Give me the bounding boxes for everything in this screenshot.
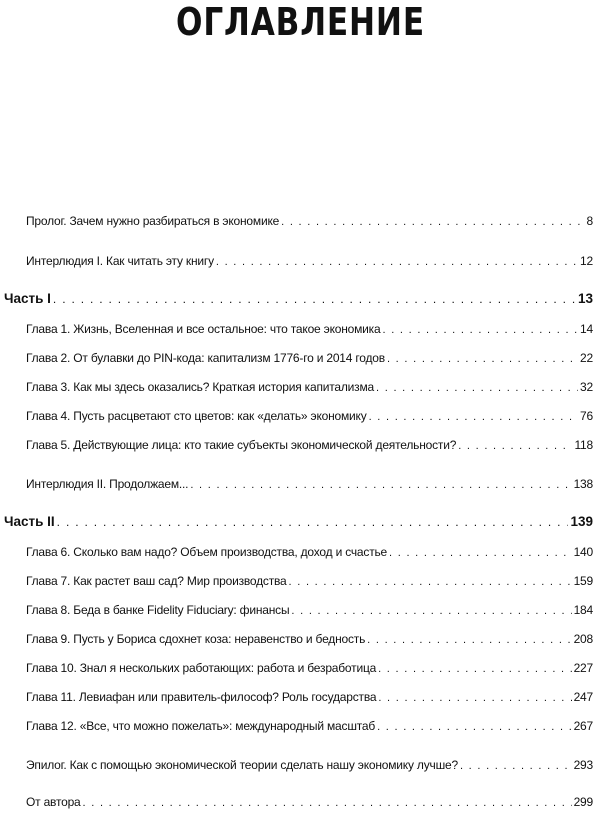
toc-entry-chapter-3[interactable] xyxy=(26,380,593,394)
dot-leader xyxy=(389,547,572,559)
toc-page-number: 138 xyxy=(573,477,593,491)
toc-part-2[interactable] xyxy=(4,514,593,529)
dot-leader xyxy=(376,382,578,394)
toc-page-number: 247 xyxy=(573,690,593,704)
toc-entry-chapter-4[interactable] xyxy=(26,409,593,423)
dot-leader xyxy=(190,479,571,491)
toc-page-number: 140 xyxy=(573,545,593,559)
dot-leader xyxy=(369,411,578,423)
toc-part-label: Часть I xyxy=(4,291,51,306)
toc-entry-chapter-9[interactable] xyxy=(26,632,593,646)
toc-entry-label: Глава 4. Пусть расцветают сто цветов: как «делать» экономику xyxy=(26,409,367,423)
dot-leader xyxy=(57,515,569,529)
toc-page-number: 118 xyxy=(574,438,593,452)
toc-page-number: 32 xyxy=(580,380,593,394)
toc-page-number: 227 xyxy=(573,661,593,675)
toc-entry-label: Пролог. Зачем нужно разбираться в экономике xyxy=(26,214,280,228)
toc-page-number: 22 xyxy=(580,351,593,365)
dot-leader xyxy=(382,324,578,336)
toc-page-number: 8 xyxy=(586,214,593,228)
dot-leader xyxy=(289,576,572,588)
toc-entry-chapter-7[interactable] xyxy=(26,574,593,588)
toc-entry-chapter-12[interactable] xyxy=(26,719,593,733)
toc-entry-label: Глава 3. Как мы здесь оказались? Краткая история капитализма xyxy=(26,380,375,394)
dot-leader xyxy=(291,605,571,617)
dot-leader xyxy=(377,721,572,733)
toc-entry-chapter-1[interactable] xyxy=(26,322,593,336)
toc-entry-label: Интерлюдия II. Продолжаем... xyxy=(26,477,189,491)
dot-leader xyxy=(378,663,571,675)
toc-entry-label: Глава 8. Беда в банке Fidelity Fiduciary: финансы xyxy=(26,603,290,617)
toc-entry-label: Глава 10. Знал я нескольких работающих: работа и безработица xyxy=(26,661,377,675)
toc-entry-label: Эпилог. Как с помощью экономической теории сделать нашу экономику лучше? xyxy=(26,758,458,772)
toc-entry-label: Глава 9. Пусть у Бориса сдохнет коза: неравенство и бедность xyxy=(26,632,366,646)
toc-entry-interlude-2[interactable] xyxy=(26,477,593,491)
dot-leader xyxy=(281,216,584,228)
toc-page-number: 208 xyxy=(573,632,593,646)
dot-leader xyxy=(367,634,571,646)
toc-part-1[interactable] xyxy=(4,291,593,306)
toc-page-number: 184 xyxy=(573,603,593,617)
toc-page-number: 267 xyxy=(573,719,593,733)
dot-leader xyxy=(378,692,571,704)
toc-entry-label: Глава 11. Левиафан или правитель-философ? Роль государства xyxy=(26,690,377,704)
toc-entry-epilogue[interactable] xyxy=(26,758,593,772)
page-title: ОГЛАВЛЕНИЕ xyxy=(176,0,425,44)
dot-leader xyxy=(460,760,572,772)
toc-entry-label: Глава 12. «Все, что можно пожелать»: международный масштаб xyxy=(26,719,376,733)
toc-entry-label: От автора xyxy=(26,795,81,809)
toc-entry-label: Глава 5. Действующие лица: кто такие субъекты экономической деятельности? xyxy=(26,438,457,452)
toc-entry-prologue[interactable] xyxy=(26,214,593,228)
toc-page-number: 76 xyxy=(580,409,593,423)
toc-part-label: Часть II xyxy=(4,514,55,529)
toc-entry-chapter-2[interactable] xyxy=(26,351,593,365)
toc-entry-label: Глава 1. Жизнь, Вселенная и все остальное: что такое экономика xyxy=(26,322,381,336)
dot-leader xyxy=(216,256,578,268)
toc-entry-chapter-11[interactable] xyxy=(26,690,593,704)
toc-entry-interlude-1[interactable] xyxy=(26,254,593,268)
toc-entry-chapter-6[interactable] xyxy=(26,545,593,559)
toc-page-number: 299 xyxy=(573,795,593,809)
dot-leader xyxy=(53,292,576,306)
dot-leader xyxy=(458,440,572,452)
toc-entry-label: Интерлюдия I. Как читать эту книгу xyxy=(26,254,214,268)
dot-leader xyxy=(83,797,572,809)
toc-entry-chapter-10[interactable] xyxy=(26,661,593,675)
dot-leader xyxy=(387,353,578,365)
toc-entry-from-author[interactable] xyxy=(26,795,593,809)
toc-page-number: 159 xyxy=(573,574,593,588)
toc-entry-label: Глава 6. Сколько вам надо? Объем производства, доход и счастье xyxy=(26,545,388,559)
toc-page-number: 293 xyxy=(573,758,593,772)
toc-entry-chapter-8[interactable] xyxy=(26,603,593,617)
toc-entry-label: Глава 2. От булавки до PIN-кода: капитализм 1776-го и 2014 годов xyxy=(26,351,385,365)
toc-entry-chapter-5[interactable] xyxy=(26,438,593,452)
toc-page-number: 12 xyxy=(580,254,593,268)
toc-page-number: 139 xyxy=(570,514,593,529)
toc-page-number: 14 xyxy=(580,322,593,336)
toc-entry-label: Глава 7. Как растет ваш сад? Мир производства xyxy=(26,574,287,588)
toc-page-number: 13 xyxy=(577,291,593,306)
